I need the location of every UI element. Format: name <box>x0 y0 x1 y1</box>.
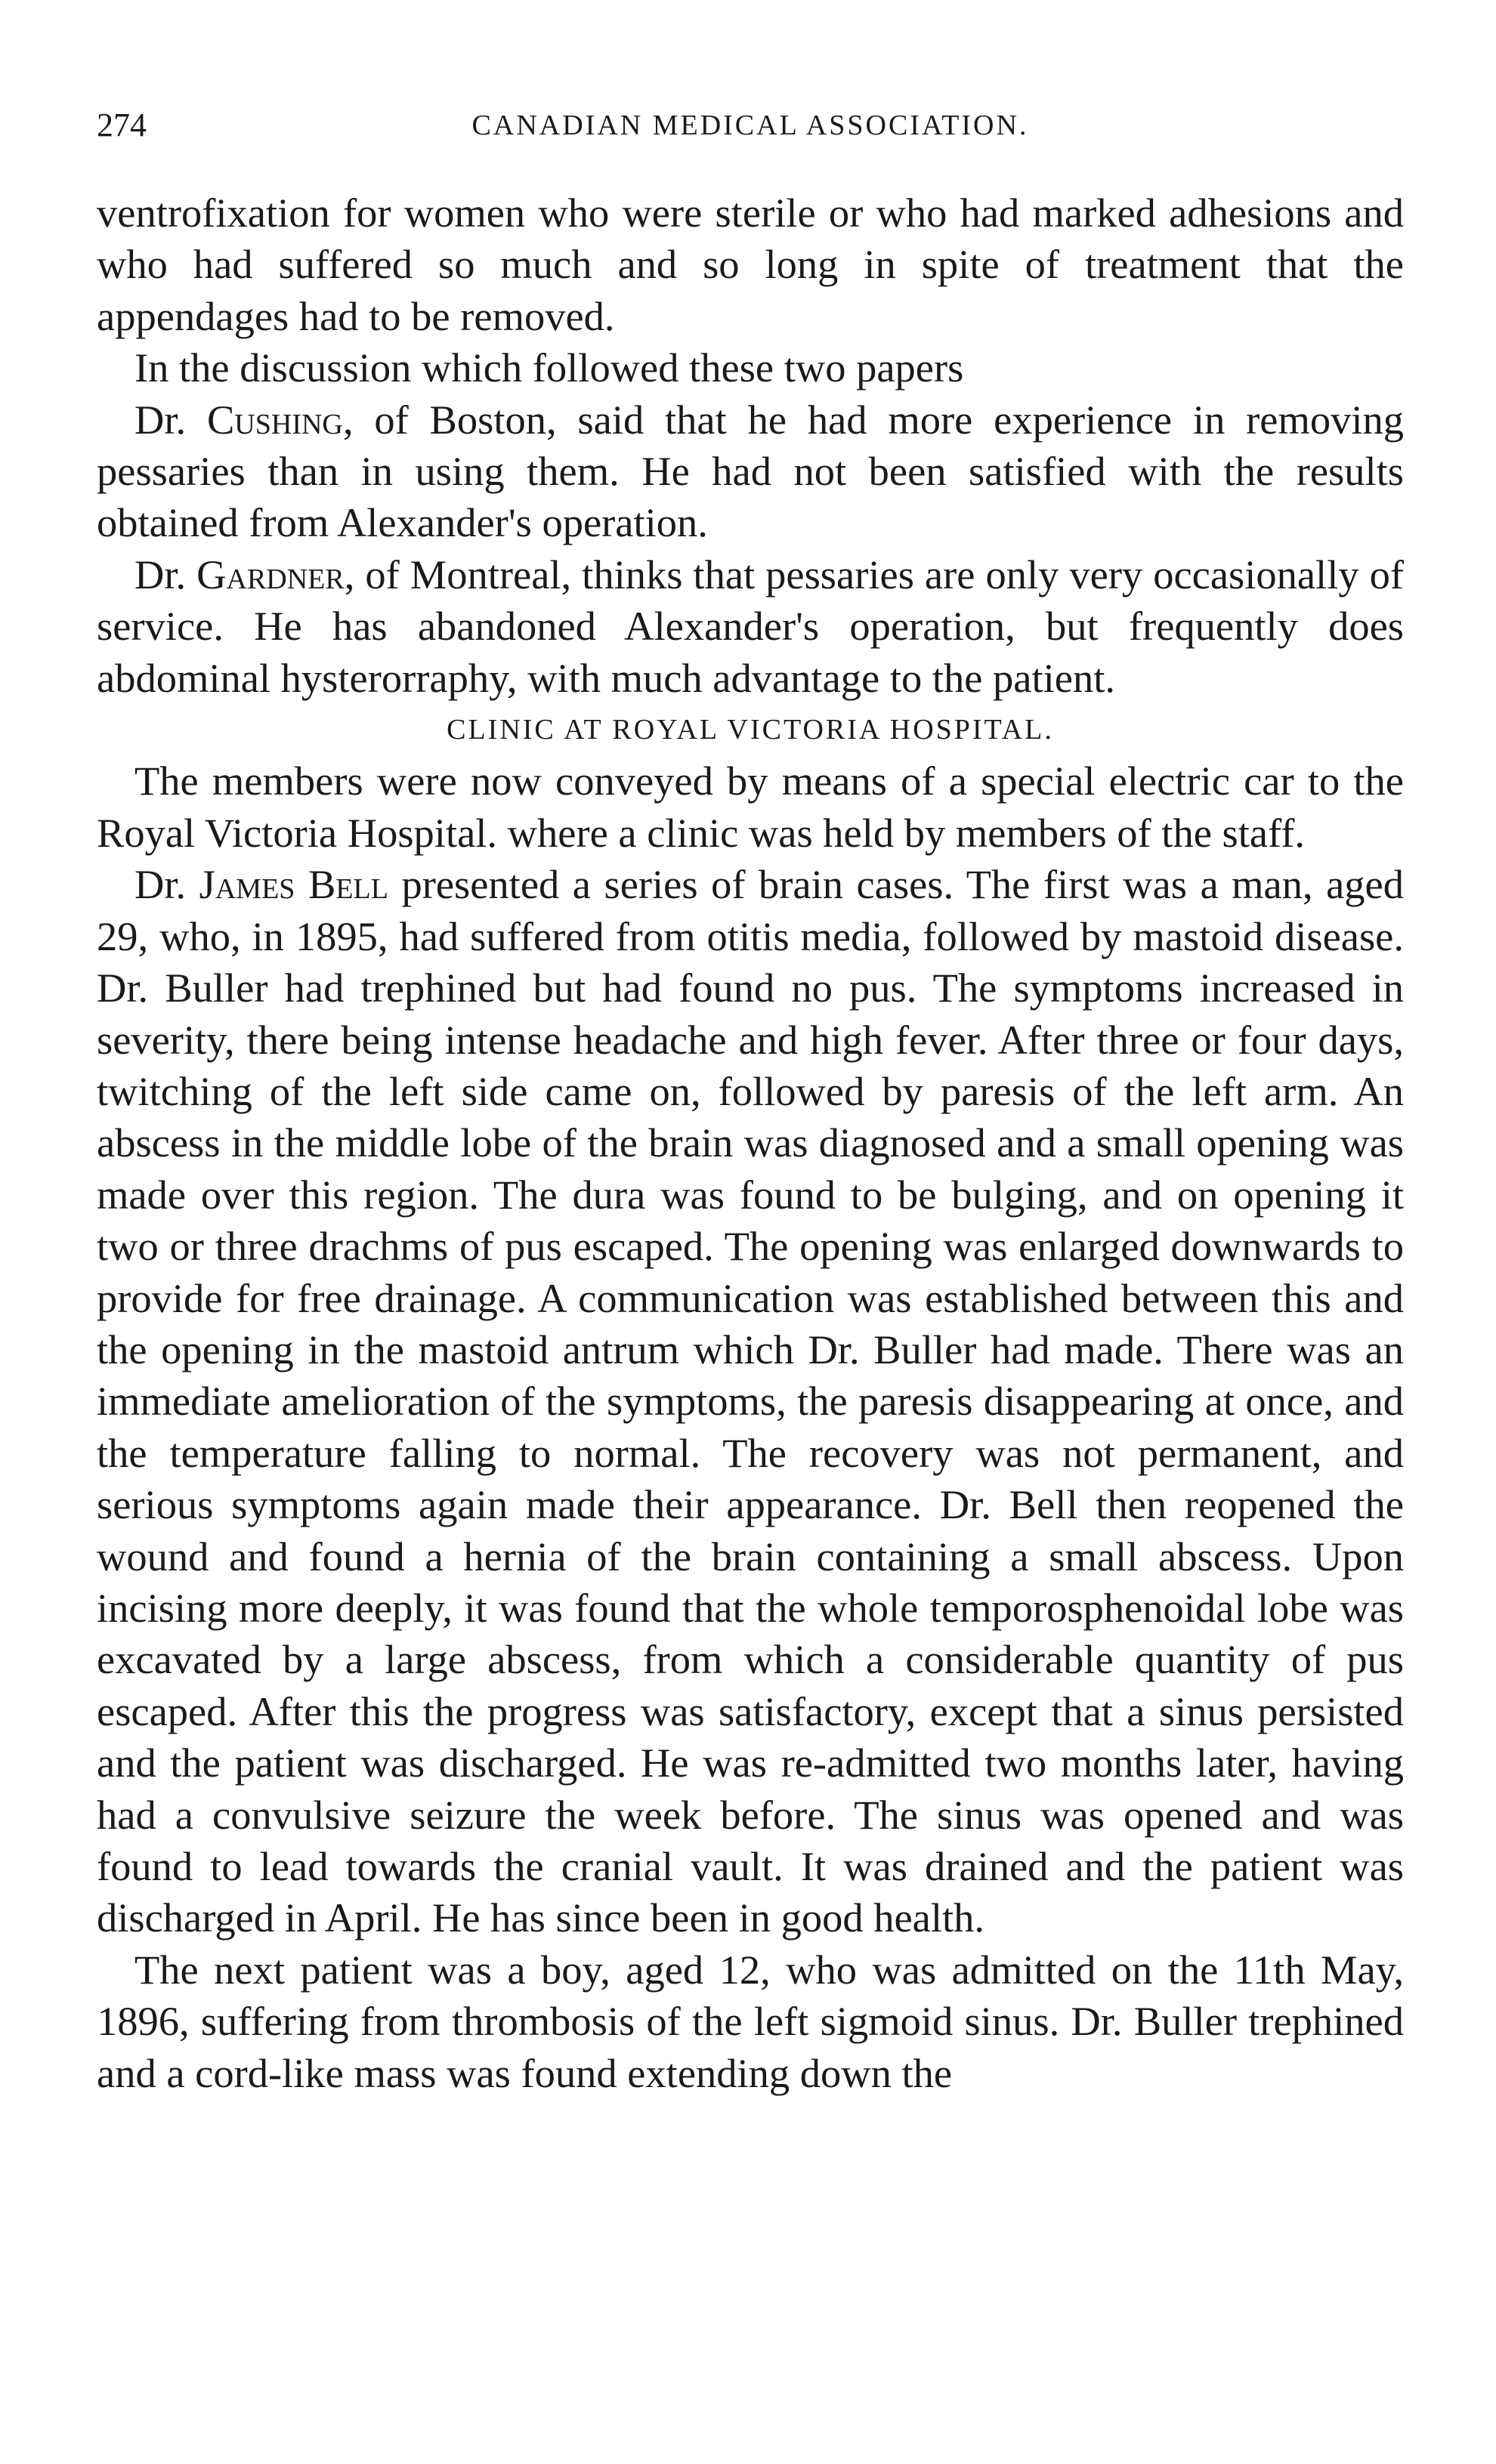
speaker-name: Cushing <box>206 396 343 443</box>
paragraph-ventrofixation: ventrofixation for women who were sterile or who had marked adhesions and who had suffered so much and so long in spite of treatment that the appendages had to be removed. <box>97 190 1404 339</box>
speaker-title: Dr. <box>134 861 199 908</box>
section-heading: CLINIC AT ROYAL VICTORIA HOSPITAL. <box>447 714 1054 746</box>
speaker-title: Dr. <box>134 396 207 443</box>
speaker-name: James Bell <box>199 861 388 908</box>
paragraph-text: , of Boston, said that he had more experience in removing pessaries than in using them. He had not been satisfied with the results obtained from Alexander's operation. <box>97 396 1405 546</box>
page-number: 274 <box>97 107 147 144</box>
paragraph-james-bell <box>97 859 1404 1944</box>
paragraph-discussion-intro: In the discussion which followed these two papers <box>134 344 964 391</box>
running-title: CANADIAN MEDICAL ASSOCIATION. <box>471 110 1029 141</box>
speaker-name: Gardner <box>196 551 345 597</box>
body-text <box>97 187 1404 2099</box>
paragraph-cushing <box>97 394 1404 549</box>
page-header <box>97 106 1404 159</box>
paragraph-gardner <box>97 549 1404 704</box>
speaker-title: Dr. <box>134 551 197 597</box>
paragraph-text: presented a series of brain cases. The first was a man, aged 29, who, in 1895, had suffered from otitis media, followed by mastoid disease. Dr. Buller had trephined but had found no pus. The symptoms increased in severity, there being intense headache and high fever. After three or four days, twitching of the left side came on, followed by paresis of the left arm. An abscess in the middle lobe of the brain was diagnosed and a small opening was made over this region. The dura was found to be bulging, and on opening it two or three drachms of pus escaped. The opening was enlarged downwards to provide for free drainage. A communication was established between this and the opening in the mastoid antrum which Dr. Buller had made. There was an immediate amelioration of the symptoms, the paresis disappearing at once, and the temperature falling to normal. The recovery was not permanent, and serious symptoms again made their appearance. Dr. Bell then reopened the wound and found a hernia of the brain containing a small abscess. Upon incising more deeply, it was found that the whole temporosphenoidal lobe was excavated by a large abscess, from which a considerable quantity of pus escaped. After this the progress was satisfactory, except that a sinus persisted and the patient was discharged. He was re-admitted two months later, having had a convulsive seizure the week before. The sinus was opened and was found to lead towards the cranial vault. It was drained and the patient was discharged in April. He has since been in good health. <box>97 861 1404 1941</box>
paragraph-members-conveyed: The members were now conveyed by means of a special electric car to the Royal Victoria Hospital. where a clinic was held by members of the staff. <box>97 758 1404 856</box>
paragraph-next-patient: The next patient was a boy, aged 12, who was admitted on the 11th May, 1896, suffering from thrombosis of the left sigmoid sinus. Dr. Buller trephined and a cord-like mass was found extending down the <box>97 1946 1404 2096</box>
paragraph-text: , of Montreal, thinks that pessaries are only very occasionally of service. He has abandoned Alexander's operation, but frequently does abdominal hysterorraphy, with much advantage to the patient. <box>97 551 1404 701</box>
